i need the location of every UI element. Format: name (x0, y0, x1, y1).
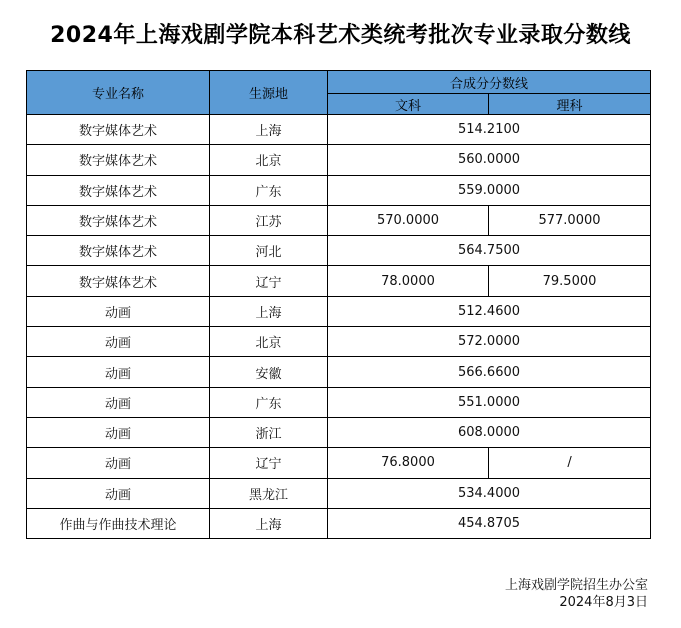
table-body (27, 115, 651, 539)
cell-combined-score: 560.0000 (328, 145, 651, 175)
table-row (27, 175, 651, 205)
cell-origin: 浙江 (210, 417, 328, 447)
cell-origin: 北京 (210, 327, 328, 357)
cell-science-score: 79.5000 (489, 266, 651, 296)
cell-origin: 上海 (210, 115, 328, 145)
cell-major: 动画 (27, 296, 210, 326)
cell-major: 作曲与作曲技术理论 (27, 508, 210, 538)
table-row (27, 417, 651, 447)
cell-origin: 河北 (210, 236, 328, 266)
table-row (27, 236, 651, 266)
cell-major: 动画 (27, 417, 210, 447)
cell-arts-score: 570.0000 (328, 205, 489, 235)
table-row (27, 266, 651, 296)
table-row (27, 327, 651, 357)
header-score-group: 合成分分数线 (328, 71, 651, 94)
cell-major: 动画 (27, 448, 210, 478)
table-row (27, 508, 651, 538)
cell-origin: 上海 (210, 296, 328, 326)
cell-combined-score: 608.0000 (328, 417, 651, 447)
cell-major: 数字媒体艺术 (27, 205, 210, 235)
cell-major: 数字媒体艺术 (27, 175, 210, 205)
cell-science-score: 577.0000 (489, 205, 651, 235)
cell-combined-score: 566.6600 (328, 357, 651, 387)
cell-arts-score: 76.8000 (328, 448, 489, 478)
page-title: 2024年上海戏剧学院本科艺术类统考批次专业录取分数线 (50, 23, 631, 48)
cell-origin: 江苏 (210, 205, 328, 235)
table-row (27, 448, 651, 478)
cell-combined-score: 512.4600 (328, 296, 651, 326)
cell-combined-score: 454.8705 (328, 508, 651, 538)
table-row (27, 205, 651, 235)
cell-origin: 黑龙江 (210, 478, 328, 508)
cell-major: 动画 (27, 327, 210, 357)
table-row (27, 115, 651, 145)
table-row (27, 478, 651, 508)
cell-combined-score: 559.0000 (328, 175, 651, 205)
footer-office: 上海戏剧学院招生办公室 (504, 578, 648, 593)
cell-origin: 广东 (210, 387, 328, 417)
cell-combined-score: 564.7500 (328, 236, 651, 266)
cell-major: 数字媒体艺术 (27, 266, 210, 296)
cell-major: 数字媒体艺术 (27, 145, 210, 175)
cell-science-score: / (489, 448, 651, 478)
table-row (27, 296, 651, 326)
cell-combined-score: 572.0000 (328, 327, 651, 357)
cell-major: 数字媒体艺术 (27, 236, 210, 266)
cell-origin: 辽宁 (210, 266, 328, 296)
table-row (27, 145, 651, 175)
cell-combined-score: 534.4000 (328, 478, 651, 508)
cell-origin: 安徽 (210, 357, 328, 387)
score-table (26, 70, 651, 539)
cell-origin: 北京 (210, 145, 328, 175)
cell-major: 动画 (27, 357, 210, 387)
header-major: 专业名称 (27, 71, 210, 115)
header-science: 理科 (489, 94, 651, 115)
table-row (27, 357, 651, 387)
cell-origin: 广东 (210, 175, 328, 205)
table-row (27, 387, 651, 417)
cell-combined-score: 514.2100 (328, 115, 651, 145)
cell-major: 动画 (27, 478, 210, 508)
cell-combined-score: 551.0000 (328, 387, 651, 417)
cell-major: 动画 (27, 387, 210, 417)
header-arts: 文科 (328, 94, 489, 115)
cell-origin: 辽宁 (210, 448, 328, 478)
footer-date: 2024年8月3日 (559, 595, 648, 610)
cell-major: 数字媒体艺术 (27, 115, 210, 145)
header-origin: 生源地 (210, 71, 328, 115)
cell-arts-score: 78.0000 (328, 266, 489, 296)
cell-origin: 上海 (210, 508, 328, 538)
